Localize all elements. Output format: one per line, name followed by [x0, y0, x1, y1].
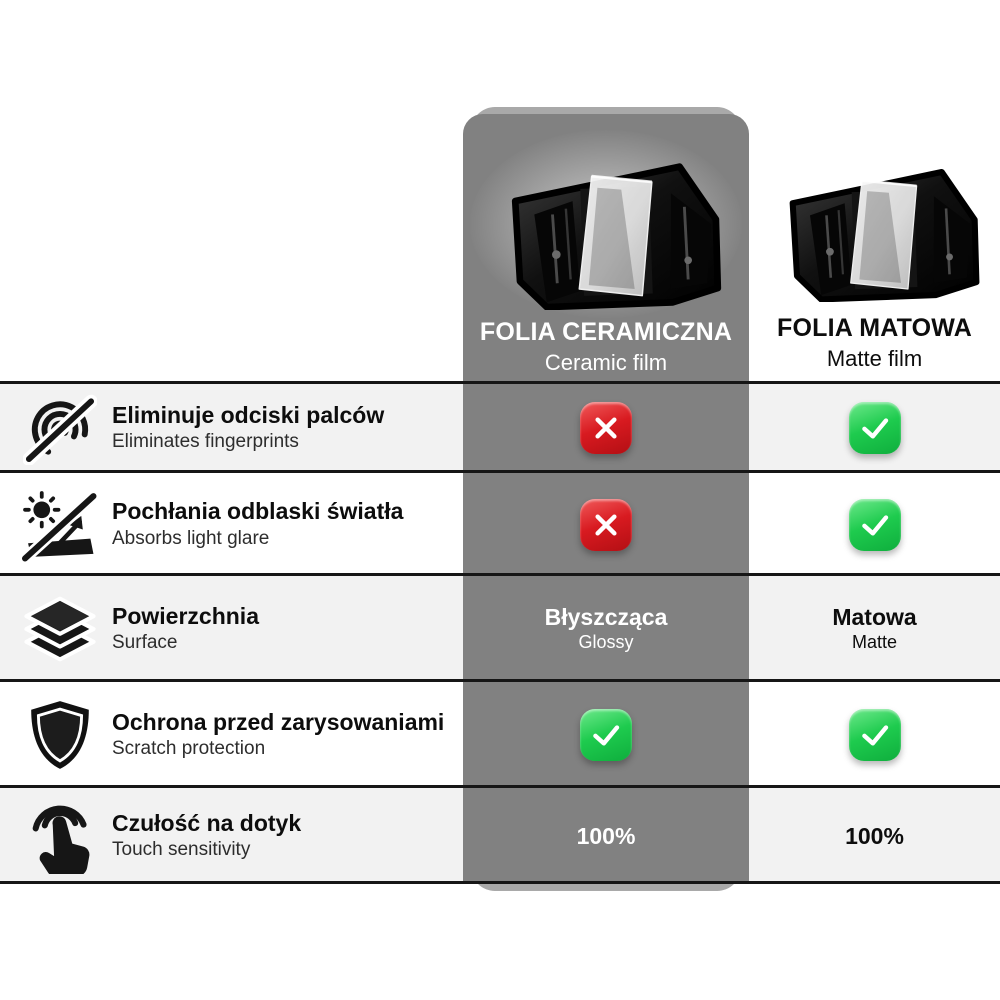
- feature-title: Powierzchnia: [112, 602, 259, 629]
- cross-badge: [580, 499, 632, 551]
- feature-subtitle: Scratch protection: [112, 738, 266, 760]
- feature-text: [112, 709, 444, 761]
- check-badge: [849, 709, 901, 761]
- matte-product-photo: [761, 146, 989, 302]
- ceramic-surface-value: Błyszcząca: [544, 604, 668, 631]
- feature-text: [112, 603, 259, 655]
- feature-title: Ochrona przed zarysowaniami: [112, 708, 445, 735]
- check-badge: [849, 499, 901, 551]
- matte-value-cell: [749, 499, 1000, 551]
- feature-cell: [0, 695, 463, 775]
- feature-title: Pochłania odblaski światła: [112, 498, 404, 525]
- feature-cell: [0, 796, 463, 876]
- matte-surface-subvalue: Matte: [851, 631, 898, 652]
- row-divider: [0, 573, 1000, 576]
- feature-text: [112, 402, 384, 454]
- ceramic-value-cell: [463, 499, 749, 551]
- check-badge: [580, 709, 632, 761]
- feature-text: [112, 810, 301, 862]
- feature-cell: [0, 589, 463, 669]
- ceramic-touch-value: 100%: [576, 822, 636, 849]
- ceramic-surface-subvalue: Glossy: [578, 631, 634, 652]
- matte-column-header: [749, 146, 1000, 372]
- matte-value-cell: [749, 709, 1000, 761]
- feature-cell: [0, 388, 463, 468]
- matte-surface-value: Matowa: [832, 604, 917, 631]
- row-divider: [0, 470, 1000, 473]
- touch-icon: [20, 796, 100, 876]
- ceramic-value-cell: [463, 402, 749, 454]
- feature-title: Czułość na dotyk: [112, 809, 302, 836]
- ceramic-value-cell: [463, 709, 749, 761]
- matte-column-subtitle: Matte film: [826, 346, 923, 371]
- dashboard-film-image: [478, 138, 734, 310]
- layers-icon: [20, 589, 100, 669]
- matte-value-cell: [749, 402, 1000, 454]
- shield-icon: [20, 695, 100, 775]
- feature-subtitle: Absorbs light glare: [112, 527, 270, 549]
- feature-text: [112, 498, 403, 550]
- feature-subtitle: Surface: [112, 632, 178, 654]
- check-badge: [849, 402, 901, 454]
- feature-cell: [0, 485, 463, 565]
- feature-title: Eliminuje odciski palców: [112, 401, 385, 428]
- table-border-bottom: [0, 881, 1000, 884]
- row-divider: [0, 679, 1000, 682]
- matte-value-cell: [749, 823, 1000, 849]
- ceramic-product-photo: [478, 138, 734, 310]
- table-border-top: [0, 381, 1000, 384]
- dashboard-film-image: [761, 146, 989, 302]
- ceramic-value-cell: [463, 604, 749, 653]
- ceramic-value-cell: [463, 823, 749, 849]
- cross-badge: [580, 402, 632, 454]
- matte-column-title: FOLIA MATOWA: [777, 314, 972, 342]
- fingerprint-slash-icon: [20, 388, 100, 468]
- matte-touch-value: 100%: [845, 822, 904, 849]
- ceramic-column-title: FOLIA CERAMICZNA: [479, 318, 733, 346]
- matte-value-cell: [749, 604, 1000, 653]
- feature-subtitle: Eliminates fingerprints: [112, 431, 299, 453]
- sun-glare-slash-icon: [20, 485, 100, 565]
- row-divider: [0, 785, 1000, 788]
- feature-subtitle: Touch sensitivity: [112, 839, 251, 861]
- ceramic-column-subtitle: Ceramic film: [544, 350, 668, 375]
